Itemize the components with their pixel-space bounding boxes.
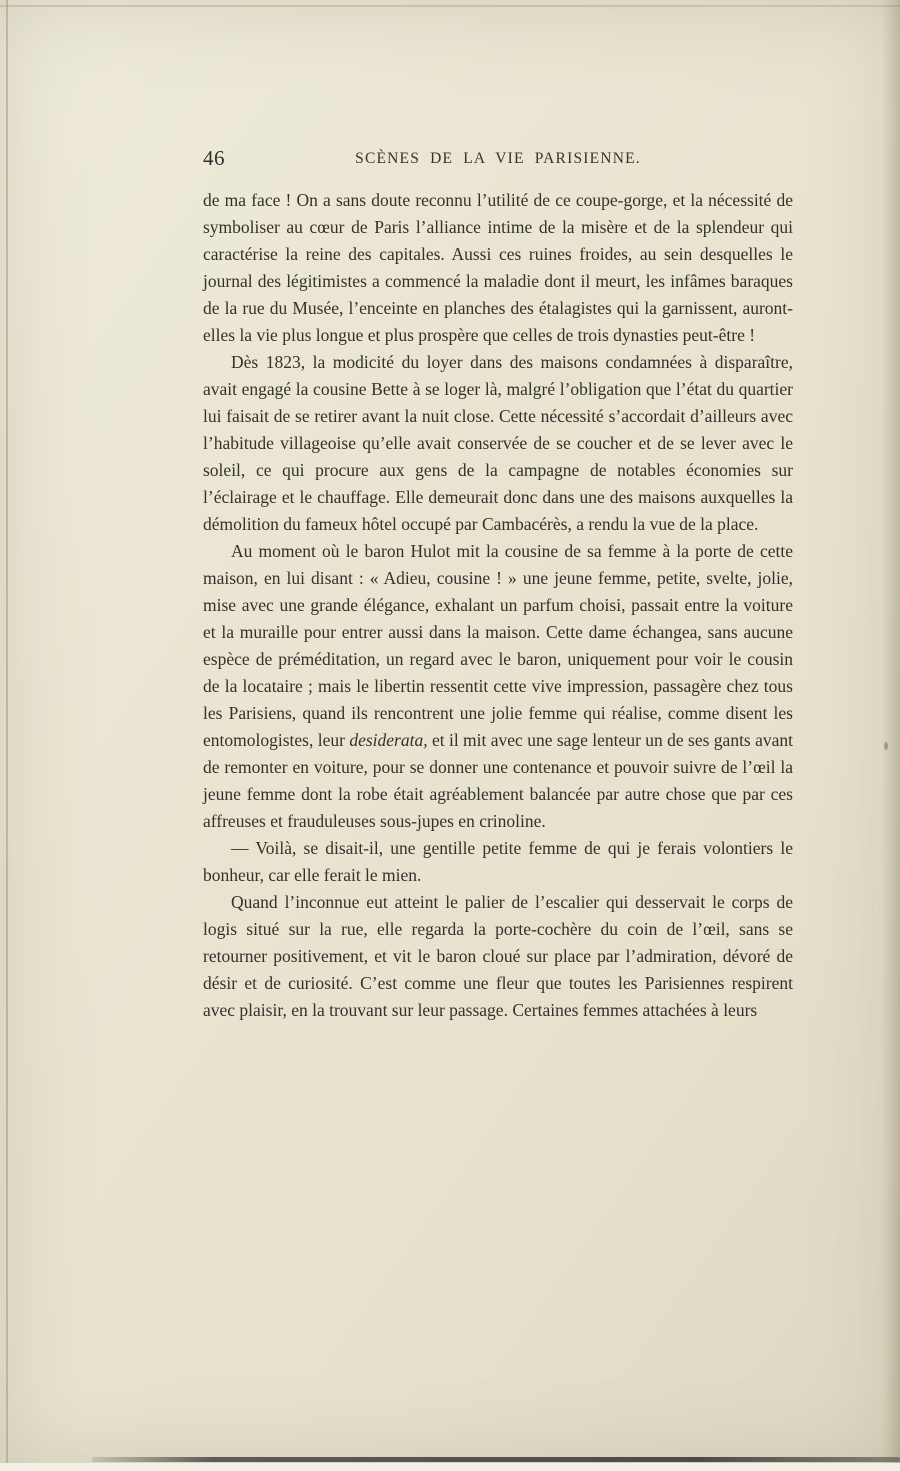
- scan-edge-top: [0, 5, 900, 7]
- text-run: — Voilà, se disait-il, une gentille petite femme de qui je ferais volontiers le bonheur, car elle ferait le mien.: [203, 838, 793, 885]
- text-run: Au moment où le baron Hulot mit la cousine de sa femme à la porte de cette maison, en lui disant : « Adieu, cousine ! » une jeune femme, petite, svelte, jolie, mise avec une grande élégance, exhalant un parfum choisi, passait entre la voiture et la muraille pour entrer aussi dans la maison. Cette dame échangea, sans aucune espèce de préméditation, un regard avec le baron, uniquement pour voir le cousin de la locataire ; mais le libertin ressentit cette vive impression, passagère chez tous les Parisiens, quand ils rencontrent une jolie femme qui réalise, comme disent les entomologistes, leur: [203, 541, 793, 750]
- scan-edge-bottom-paper: [0, 1463, 900, 1471]
- page-number: 46: [203, 146, 225, 170]
- page-header: [203, 146, 793, 176]
- paragraph: [203, 889, 793, 1024]
- scan-speck: [884, 742, 888, 750]
- running-title: SCÈNES DE LA VIE PARISIENNE.: [355, 150, 641, 167]
- paragraph: [203, 835, 793, 889]
- italic-run: desiderata,: [349, 730, 428, 750]
- paragraph: [203, 538, 793, 835]
- text-run: et il mit avec une sage lenteur un de ses gants avant de remonter en voiture, pour se donner une contenance et pouvoir suivre de l’œil la jeune femme dont la robe était agréablement balancée par autre chose que par ces affreuses et frauduleuses sous-jupes en crinoline.: [203, 730, 794, 831]
- scan-edge-left: [6, 0, 8, 1471]
- scan-edge-bottom-line: [92, 1457, 900, 1462]
- text-block: [203, 187, 793, 1024]
- paragraph: [203, 349, 793, 538]
- paragraph: [203, 187, 793, 349]
- text-run: de ma face ! On a sans doute reconnu l’utilité de ce coupe-gorge, et la nécessité de symboliser au cœur de Paris l’alliance intime de la misère et de la splendeur qui caractérise la reine des capitales. Aussi ces ruines froides, au sein desquelles le journal des légitimistes a commencé la maladie dont il meurt, les infâmes baraques de la rue du Musée, l’enceinte en planches des étalagistes qui la garnissent, auront-elles la vie plus longue et plus prospère que celles de trois dynasties peut-être !: [203, 190, 793, 345]
- scan-edge-right-shade: [882, 0, 900, 1471]
- text-run: Quand l’inconnue eut atteint le palier de l’escalier qui desservait le corps de logis situé sur la rue, elle regarda la porte-cochère du coin de l’œil, sans se retourner positivement, et vit le baron cloué sur place par l’admiration, dévoré de désir et de curiosité. C’est comme une fleur que toutes les Parisiennes respirent avec plaisir, en la trouvant sur leur passage. Certaines femmes attachées à leurs: [203, 892, 793, 1020]
- text-run: Dès 1823, la modicité du loyer dans des maisons condamnées à disparaître, avait engagé la cousine Bette à se loger là, malgré l’obligation que l’état du quartier lui faisait de se retirer avant la nuit close. Cette nécessité s’accordait d’ailleurs avec l’habitude villageoise qu’elle avait conservée de se coucher et de se lever avec le soleil, ce qui procure aux gens de la campagne de notables économies sur l’éclairage et le chauffage. Elle demeurait donc dans une des maisons auxquelles la démolition du fameux hôtel occupé par Cambacérès, a rendu la vue de la place.: [203, 352, 793, 534]
